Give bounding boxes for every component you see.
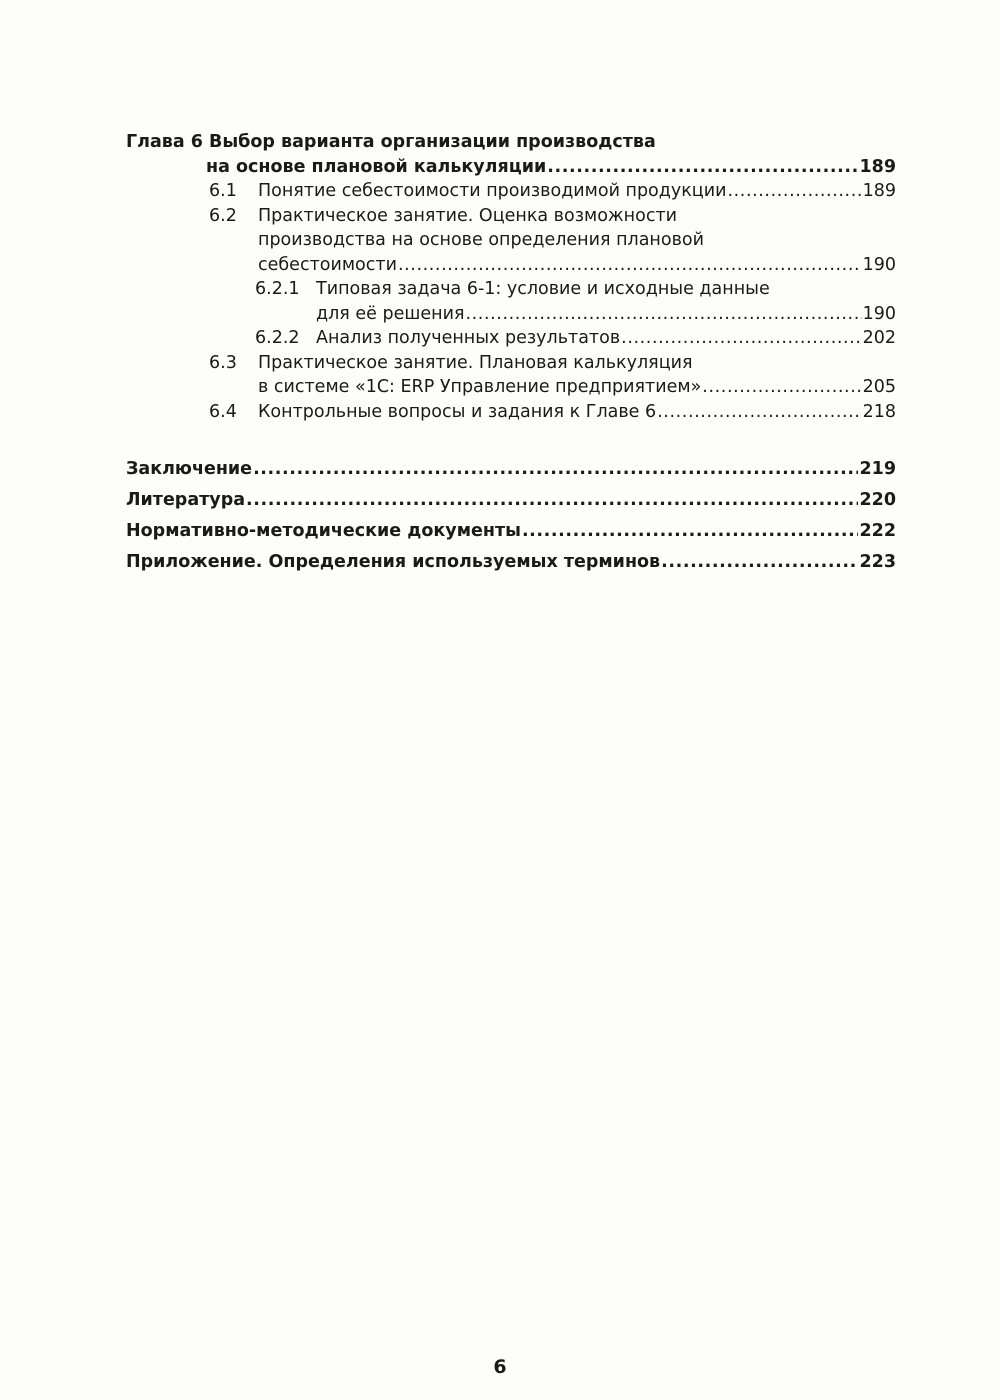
section-page: 205	[862, 377, 896, 397]
toc-subsection-6-2-2[interactable]	[126, 326, 896, 351]
subsection-title: Анализ полученных результатов	[316, 328, 621, 348]
entry-title: Литература	[126, 490, 246, 510]
subsection-number: 6.2.1	[255, 279, 300, 299]
subsection-title-line2: для её решения	[316, 303, 465, 324]
toc-subsection-6-2-1[interactable]	[126, 277, 896, 326]
toc-entry-normative-documents[interactable]	[126, 516, 896, 547]
chapter-title-line1: Глава 6 Выбор варианта организации производства	[126, 132, 656, 152]
toc-entry-literature[interactable]	[126, 485, 896, 516]
leader-dots	[547, 155, 858, 180]
subsection-page: 190	[862, 303, 896, 324]
section-page: 190	[862, 254, 896, 275]
entry-page: 222	[859, 521, 896, 541]
leader-dots	[246, 485, 858, 516]
toc-back-matter	[126, 454, 896, 578]
entry-page: 219	[859, 459, 896, 479]
table-of-contents	[126, 130, 896, 578]
section-title-line1: Практическое занятие. Оценка возможности	[258, 205, 678, 226]
toc-section-6-2[interactable]	[126, 204, 896, 278]
toc-chapter-6[interactable]	[126, 130, 896, 179]
section-number: 6.1	[209, 181, 237, 201]
leader-dots	[253, 454, 858, 485]
section-title: Понятие себестоимости производимой продукции	[258, 181, 727, 201]
chapter-page: 189	[859, 156, 896, 177]
section-title-line2: производства на основе определения плановой	[258, 230, 704, 250]
leader-dots	[702, 375, 861, 400]
section-number: 6.3	[209, 352, 237, 373]
section-title: Контрольные вопросы и задания к Главе 6	[258, 401, 657, 422]
page-number: 6	[493, 1356, 507, 1378]
leader-dots	[621, 326, 861, 351]
entry-page: 223	[859, 552, 896, 572]
section-title-line3: себестоимости	[258, 254, 397, 275]
entry-title: Нормативно-методические документы	[126, 521, 521, 541]
subsection-page: 202	[862, 328, 896, 348]
entry-title: Заключение	[126, 459, 253, 479]
subsection-number: 6.2.2	[255, 328, 300, 348]
toc-section-6-3[interactable]	[126, 351, 896, 400]
leader-dots	[657, 400, 861, 425]
section-number: 6.4	[209, 401, 237, 422]
leader-dots	[661, 547, 858, 578]
entry-page: 220	[859, 490, 896, 510]
leader-dots	[522, 516, 859, 547]
leader-dots	[727, 179, 861, 204]
toc-entry-appendix[interactable]	[126, 547, 896, 578]
section-number: 6.2	[209, 205, 237, 226]
chapter-title-line2: на основе плановой калькуляции	[206, 156, 547, 177]
toc-section-6-1[interactable]	[126, 179, 896, 204]
toc-entry-conclusion[interactable]	[126, 454, 896, 485]
leader-dots	[398, 253, 862, 278]
section-page: 189	[862, 181, 896, 201]
entry-title: Приложение. Определения используемых терминов	[126, 552, 661, 572]
section-title-line2: в системе «1С: ERP Управление предприятием»	[258, 377, 702, 397]
section-title-line1: Практическое занятие. Плановая калькуляция	[258, 352, 693, 373]
leader-dots	[465, 302, 861, 327]
toc-section-6-4[interactable]	[126, 400, 896, 425]
section-page: 218	[862, 401, 896, 422]
subsection-title-line1: Типовая задача 6-1: условие и исходные данные	[316, 279, 770, 299]
